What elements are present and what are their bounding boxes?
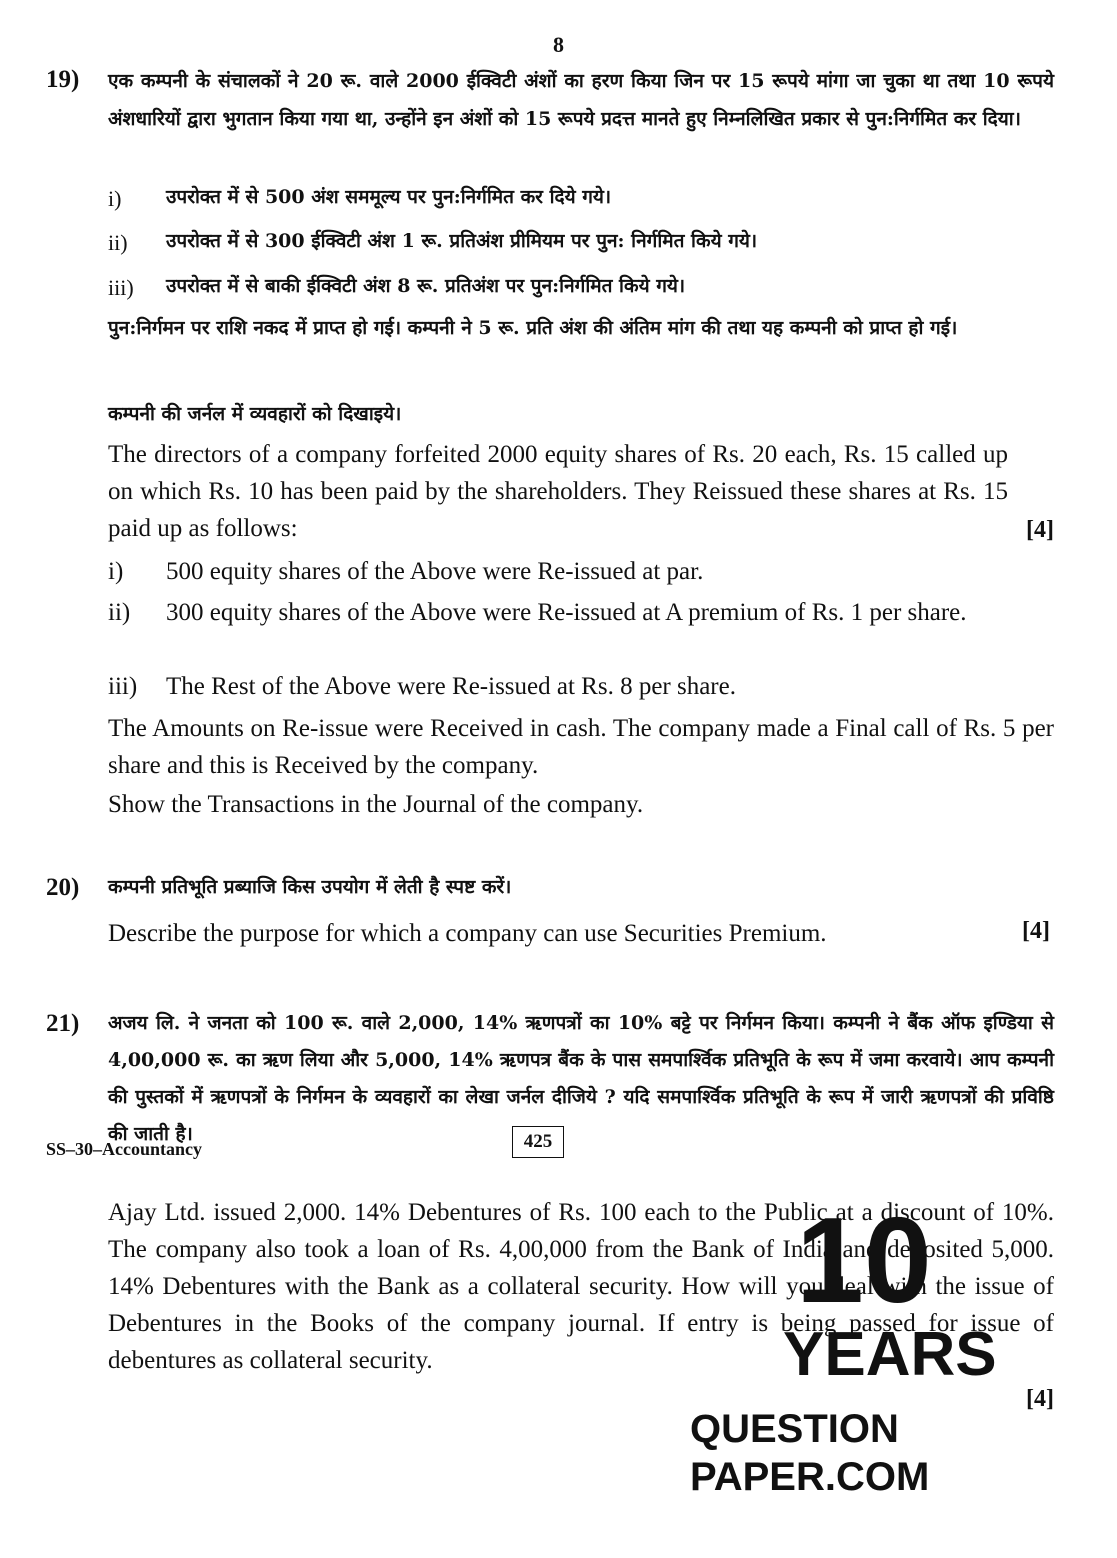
question-19-hindi-intro: एक कम्पनी के संचालकों ने 20 रू. वाले 2000 ईक्विटी अंशों का हरण किया जिन पर 15 रूपये मांगा जा चुका था तथा 10 रूपये अंशधारियों द्वारा भुगतान किया गया था, उन्होंने इन अंशों को 15 रूपये प्रदत्त मानते हुए निम्नलिखित प्रकार से पुन:निर्गमित कर दिया।: [108, 70, 1054, 130]
q19-english-item-3-text: The Rest of the Above were Re-issued at Rs. 8 per share.: [166, 673, 736, 700]
q19-hindi-item-3-roman: iii): [108, 275, 134, 300]
q19-english-item-1: [108, 553, 1054, 590]
q19-hindi-item-1-roman: i): [108, 186, 122, 211]
question-19-english-intro: The directors of a company forfeited 2000 equity shares of Rs. 20 each, Rs. 15 called up on which Rs. 10 has been paid by the shareholders. They Reissued these shares at Rs. 15 paid up as follows:: [108, 441, 1008, 542]
q19-hindi-item-2: उपरोक्त में से 300 ईक्विटी अंश 1 रू. प्रतिअंश प्रीमियम पर पुन: निर्गमित किये गये।: [166, 230, 758, 252]
question-21-hindi: अजय लि. ने जनता को 100 रू. वाले 2,000, 14% ऋणपत्रों का 10% बट्टे पर निर्गमन किया। कम्पनी ने बैंक ऑफ इण्डिया से 4,00,000 रू. का ऋण लिया और 5,000, 14% ऋणपत्र बैंक के पास समपार्श्विक प्रतिभूति के रूप में जमा करवाये। आप कम्पनी की पुस्तकों में ऋणपत्रों के निर्गमन के व्यवहारों का लेखा जर्नल दीजिये ? यदि समपार्श्विक प्रतिभूति के रूप में जारी ऋणपत्रों की प्रविष्ठि की जाती है।: [108, 1012, 1054, 1145]
question-19-hindi-outro: पुन:निर्गमन पर राशि नकद में प्राप्त हो गई। कम्पनी ने 5 रू. प्रति अंश की अंतिम मांग की तथा यह कम्पनी को प्राप्त हो गई।: [108, 317, 958, 339]
watermark-years: YEARS: [783, 1320, 997, 1389]
watermark-site: QUESTION PAPER.COM: [690, 1407, 930, 1499]
q19-english-item-3: [108, 668, 1054, 705]
q19-english-item-2-text: 300 equity shares of the Above were Re-issued at A premium of Rs. 1 per share.: [166, 599, 967, 626]
q19-english-item-1-roman: i): [108, 558, 124, 585]
question-20-english: Describe the purpose for which a company can use Securities Premium.: [108, 920, 827, 947]
question-20-hindi: कम्पनी प्रतिभूति प्रब्याजि किस उपयोग में लेती है स्पष्ट करें।: [108, 876, 512, 898]
question-21-english: Ajay Ltd. issued 2,000. 14% Debentures of Rs. 100 each to the Public at a discount of 10%. The company also took a loan of Rs. 4,00,000 from the Bank of India and deposited 5,000. 14% Debentures with the Bank as a collateral security. How will you deal with the issue of Debentures in the Books of the company journal. If entry is being passed for issue of debentures as collateral security.: [108, 1199, 1054, 1374]
question-19-marks: [4]: [1026, 517, 1054, 543]
q19-hindi-item-3: उपरोक्त में से बाकी ईक्विटी अंश 8 रू. प्रतिअंश पर पुन:निर्गमित किये गये।: [166, 275, 686, 297]
question-21-marks: [4]: [1026, 1386, 1054, 1412]
question-20-number: 20): [46, 874, 80, 901]
footer-subject-code: SS–30–Accountancy: [46, 1139, 203, 1159]
question-19-hindi-instruction: कम्पनी की जर्नल में व्यवहारों को दिखाइये।: [108, 403, 402, 425]
watermark-number: 10: [796, 1192, 932, 1328]
q19-english-item-2: [108, 594, 1054, 631]
question-20-marks: [4]: [1022, 918, 1050, 944]
q19-english-item-1-text: 500 equity shares of the Above were Re-issued at par.: [166, 558, 704, 585]
q19-english-item-3-roman: iii): [108, 673, 138, 700]
q19-hindi-item-1: उपरोक्त में से 500 अंश सममूल्य पर पुन:निर्गमित कर दिये गये।: [166, 186, 612, 208]
question-21-number: 21): [46, 1010, 80, 1037]
question-19-english-instruction: Show the Transactions in the Journal of the company.: [108, 791, 644, 818]
footer-page-box: 425: [512, 1126, 564, 1158]
page-number: 8: [553, 32, 564, 57]
question-19-number: 19): [46, 66, 80, 93]
q19-hindi-item-2-roman: ii): [108, 230, 128, 255]
question-19-english-outro: The Amounts on Re-issue were Received in cash. The company made a Final call of Rs. 5 per share and this is Received by the company.: [108, 715, 1054, 779]
watermark-logo: [690, 1190, 1030, 1530]
q19-english-item-2-roman: ii): [108, 599, 131, 626]
